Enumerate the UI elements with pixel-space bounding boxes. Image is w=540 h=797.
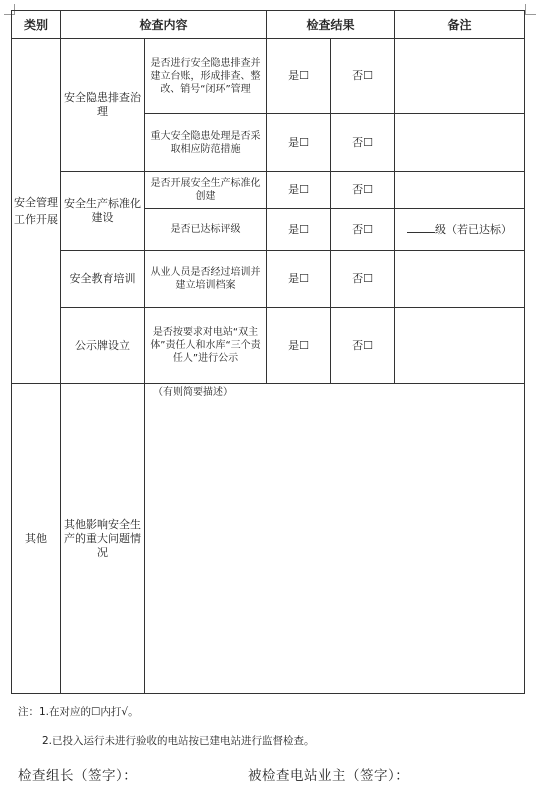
item-text: 是否开展安全生产标准化创建 [145,172,267,209]
signature-owner: 被检查电站业主（签字）： [248,768,410,784]
header-category: 类别 [12,11,61,39]
page-corner-mark [525,4,536,15]
table-row [12,384,525,694]
table-row [12,172,525,209]
signature-leader: 检查组长（签字）： [18,768,138,784]
item-text: 从业人员是否经过培训并建立培训档案 [145,251,267,308]
item-text: 是否进行安全隐患排查并建立台账，形成排查、整改、销号“闭环”管理 [145,39,267,114]
no-checkbox[interactable]: 否☐ [331,172,395,209]
yes-checkbox[interactable]: 是☐ [267,209,331,251]
group-other-issues: 其他影响安全生产的重大问题情况 [61,384,145,694]
item-text: 是否已达标评级 [145,209,267,251]
group-signboard: 公示牌设立 [61,308,145,384]
header-result: 检查结果 [267,11,395,39]
table-header-row [12,11,525,39]
table-row [12,39,525,114]
note-line-1: 注：1.在对应的☐内打√。 [18,706,139,718]
note-line-2: 2.已投入运行未进行验收的电站按已建电站进行监督检查。 [42,735,315,747]
yes-checkbox[interactable]: 是☐ [267,39,331,114]
description-hint: （有则简要描述） [153,387,233,398]
remark-cell [395,114,525,172]
yes-checkbox[interactable]: 是☐ [267,114,331,172]
remark-cell [395,308,525,384]
inspection-table [11,10,525,694]
no-checkbox[interactable]: 否☐ [331,209,395,251]
grade-remark: 级（若已达标） [435,223,513,236]
table-row [12,251,525,308]
header-remark: 备注 [395,11,525,39]
remark-cell [395,172,525,209]
yes-checkbox[interactable]: 是☐ [267,251,331,308]
remark-cell [395,251,525,308]
remark-cell [395,39,525,114]
description-area[interactable] [145,384,525,694]
item-text: 是否按要求对电站“双主体”责任人和水库“三个责任人”进行公示 [145,308,267,384]
no-checkbox[interactable]: 否☐ [331,39,395,114]
header-content: 检查内容 [61,11,267,39]
group-training: 安全教育培训 [61,251,145,308]
category-other: 其他 [12,384,61,694]
item-text: 重大安全隐患处理是否采取相应防范措施 [145,114,267,172]
yes-checkbox[interactable]: 是☐ [267,172,331,209]
no-checkbox[interactable]: 否☐ [331,251,395,308]
remark-cell [395,209,525,251]
table-row [12,308,525,384]
group-hazard-check: 安全隐患排查治理 [61,39,145,172]
no-checkbox[interactable]: 否☐ [331,308,395,384]
group-standardization: 安全生产标准化建设 [61,172,145,251]
grade-blank[interactable] [407,222,435,233]
no-checkbox[interactable]: 否☐ [331,114,395,172]
category-safety-management: 安全管理工作开展 [12,39,61,384]
yes-checkbox[interactable]: 是☐ [267,308,331,384]
